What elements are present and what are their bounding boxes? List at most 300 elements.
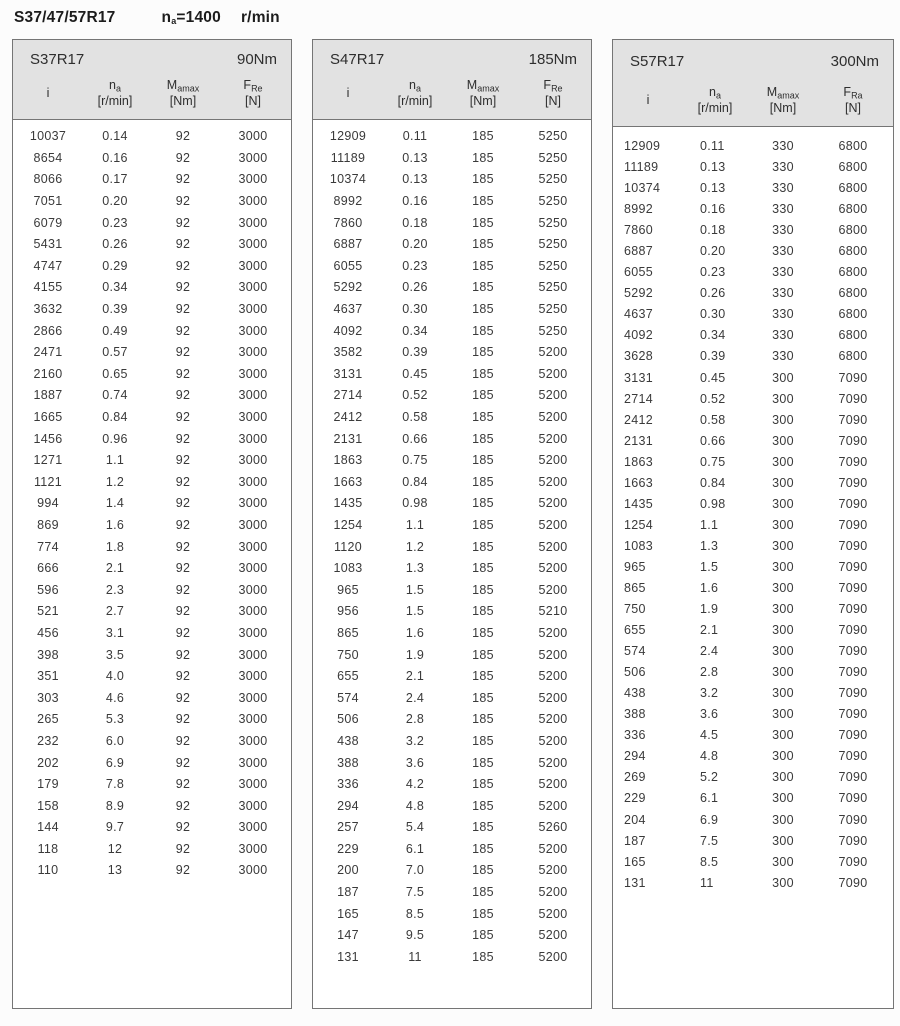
table-row	[13, 385, 291, 407]
cell: 1663	[624, 475, 654, 490]
table-row	[13, 147, 291, 169]
cell: 7090	[838, 538, 868, 553]
cell: 506	[624, 665, 646, 680]
table-row	[313, 601, 591, 623]
cell: 2131	[333, 431, 363, 446]
cell: 5210	[538, 604, 568, 619]
cell: 300	[772, 833, 794, 848]
table-row	[13, 320, 291, 342]
table-header	[313, 40, 591, 120]
cell: 0.84	[402, 474, 428, 489]
table-row	[313, 190, 591, 212]
cell: 165	[337, 906, 359, 921]
cell: 0.84	[102, 410, 128, 425]
cell: 3000	[238, 669, 268, 684]
cell: 7090	[838, 412, 868, 427]
cell: 3000	[238, 172, 268, 187]
cell: 185	[472, 517, 494, 532]
table-s37r17	[12, 39, 292, 1009]
table-row	[313, 838, 591, 860]
cell: 92	[175, 474, 191, 489]
cell: 1.5	[405, 604, 425, 619]
cell: 655	[624, 623, 646, 638]
table-row	[613, 620, 893, 641]
cell: 8.9	[105, 798, 125, 813]
cell: 7090	[838, 644, 868, 659]
cell: 1863	[333, 453, 363, 468]
table-row	[313, 536, 591, 558]
table-row	[313, 795, 591, 817]
cell: 5250	[538, 302, 568, 317]
cell: 232	[37, 733, 59, 748]
cell: 185	[472, 237, 494, 252]
cell: 0.20	[402, 237, 428, 252]
cell: 3000	[238, 280, 268, 295]
cell: 12	[107, 841, 123, 856]
table-model: S57R17	[630, 53, 685, 70]
cell: 7090	[838, 812, 868, 827]
cell: 6.1	[405, 841, 425, 856]
cell: 438	[337, 733, 359, 748]
cell: 994	[37, 496, 59, 511]
cell: 187	[337, 885, 359, 900]
table-row	[313, 233, 591, 255]
cell: 8.5	[700, 854, 719, 869]
cell: 869	[37, 517, 59, 532]
cell: 185	[472, 302, 494, 317]
cell: 7090	[838, 728, 868, 743]
column-header-f: $F_{Re}$ [N]	[543, 78, 563, 109]
cell: 6.9	[105, 755, 125, 770]
table-row	[13, 557, 291, 579]
table-row	[313, 622, 591, 644]
cell: 0.39	[700, 349, 726, 364]
cell: 5250	[538, 150, 568, 165]
cell: 185	[472, 410, 494, 425]
cell: 185	[472, 561, 494, 576]
cell: 1254	[624, 517, 654, 532]
cell: 300	[772, 496, 794, 511]
cell: 187	[624, 833, 646, 848]
cell: 0.16	[102, 150, 128, 165]
table-row	[13, 406, 291, 428]
cell: 0.26	[402, 280, 428, 295]
cell: 5200	[538, 798, 568, 813]
cell: 336	[337, 777, 359, 792]
cell: 2866	[33, 323, 63, 338]
cell: 750	[624, 602, 646, 617]
cell: 0.75	[700, 454, 726, 469]
table-row	[313, 709, 591, 731]
cell: 2471	[33, 345, 63, 360]
table-row	[13, 817, 291, 839]
table-row	[313, 881, 591, 903]
table-s57r17	[612, 39, 894, 1009]
cell: 3.1	[105, 625, 125, 640]
table-header-top	[313, 40, 591, 68]
cell: 351	[37, 669, 59, 684]
table-torque: 185Nm	[528, 51, 577, 68]
cell: 0.45	[402, 366, 428, 381]
cell: 300	[772, 602, 794, 617]
cell: 3000	[238, 863, 268, 878]
cell: 92	[175, 172, 191, 187]
table-row	[313, 212, 591, 234]
cell: 3000	[238, 323, 268, 338]
cell: 0.58	[402, 410, 428, 425]
column-header-i: i	[646, 93, 650, 108]
cell: 92	[175, 561, 191, 576]
cell: 4.0	[105, 669, 125, 684]
cell: 185	[472, 906, 494, 921]
table-row	[613, 472, 893, 493]
cell: 5200	[538, 625, 568, 640]
table-row	[13, 277, 291, 299]
cell: 92	[175, 215, 191, 230]
cell: 5200	[538, 690, 568, 705]
cell: 1.2	[405, 539, 425, 554]
cell: 330	[772, 139, 794, 154]
cell: 147	[337, 928, 359, 943]
cell: 865	[337, 625, 359, 640]
table-header	[613, 40, 893, 127]
cell: 5250	[538, 172, 568, 187]
cell: 5200	[538, 366, 568, 381]
cell: 185	[472, 863, 494, 878]
table-row	[313, 471, 591, 493]
table-row	[13, 126, 291, 148]
cell: 3000	[238, 258, 268, 273]
cell: 110	[37, 863, 59, 878]
cell: 4.5	[700, 728, 719, 743]
cell: 4.8	[405, 798, 425, 813]
cell: 200	[337, 863, 359, 878]
table-row	[13, 363, 291, 385]
cell: 185	[472, 669, 494, 684]
cell: 5.4	[405, 820, 425, 835]
cell: 300	[772, 707, 794, 722]
cell: 3582	[333, 345, 363, 360]
cell: 4.6	[105, 690, 125, 705]
cell: 0.45	[700, 370, 726, 385]
cell: 185	[472, 733, 494, 748]
cell: 6887	[333, 237, 363, 252]
table-row	[313, 298, 591, 320]
cell: 185	[472, 820, 494, 835]
cell: 92	[175, 302, 191, 317]
table-row	[313, 924, 591, 946]
table-row	[613, 157, 893, 178]
cell: 438	[624, 686, 646, 701]
table-row	[13, 687, 291, 709]
cell: 300	[772, 475, 794, 490]
cell: 330	[772, 223, 794, 238]
cell: 303	[37, 690, 59, 705]
cell: 0.98	[700, 496, 726, 511]
cell: 330	[772, 328, 794, 343]
table-row	[13, 169, 291, 191]
cell: 3000	[238, 647, 268, 662]
cell: 5200	[538, 453, 568, 468]
cell: 2.1	[405, 669, 425, 684]
table-row	[13, 709, 291, 731]
cell: 388	[337, 755, 359, 770]
column-headers	[313, 68, 591, 110]
table-row	[313, 406, 591, 428]
cell: 10037	[29, 129, 67, 144]
cell: 7090	[838, 496, 868, 511]
cell: 6800	[838, 244, 868, 259]
table-row	[13, 752, 291, 774]
table-row	[313, 169, 591, 191]
cell: 5.2	[700, 770, 719, 785]
cell: 3000	[238, 453, 268, 468]
cell: 330	[772, 181, 794, 196]
page-title-unit: r/min	[240, 9, 280, 26]
cell: 6.1	[700, 791, 719, 806]
cell: 5250	[538, 258, 568, 273]
cell: 5200	[538, 928, 568, 943]
cell: 185	[472, 280, 494, 295]
cell: 5200	[538, 733, 568, 748]
cell: 10374	[329, 172, 367, 187]
table-row	[13, 255, 291, 277]
cell: 8.5	[405, 906, 425, 921]
cell: 0.39	[402, 345, 428, 360]
table-row	[313, 817, 591, 839]
cell: 4092	[624, 328, 654, 343]
cell: 3000	[238, 582, 268, 597]
table-row	[13, 601, 291, 623]
cell: 92	[175, 517, 191, 532]
cell: 2714	[333, 388, 363, 403]
cell: 8066	[33, 172, 63, 187]
cell: 3000	[238, 129, 268, 144]
cell: 92	[175, 258, 191, 273]
cell: 0.66	[700, 433, 726, 448]
cell: 5250	[538, 280, 568, 295]
table-row	[13, 341, 291, 363]
cell: 5250	[538, 194, 568, 209]
cell: 269	[624, 770, 646, 785]
cell: 1083	[333, 561, 363, 576]
cell: 4637	[624, 307, 654, 322]
table-row	[313, 449, 591, 471]
cell: 300	[772, 875, 794, 890]
table-row	[13, 212, 291, 234]
column-header-i: i	[46, 86, 50, 101]
cell: 185	[472, 798, 494, 813]
table-row	[313, 341, 591, 363]
table-row	[613, 662, 893, 683]
cell: 6800	[838, 328, 868, 343]
table-row	[313, 514, 591, 536]
table-body	[313, 120, 591, 968]
cell: 300	[772, 728, 794, 743]
cell: 7090	[838, 791, 868, 806]
cell: 0.17	[102, 172, 128, 187]
table-row	[13, 730, 291, 752]
table-row	[313, 579, 591, 601]
cell: 6055	[624, 265, 654, 280]
cell: 300	[772, 559, 794, 574]
cell: 5200	[538, 949, 568, 964]
cell: 0.16	[402, 194, 428, 209]
cell: 3000	[238, 345, 268, 360]
cell: 144	[37, 820, 59, 835]
cell: 1.9	[405, 647, 425, 662]
cell: 7090	[838, 391, 868, 406]
cell: 1435	[624, 496, 654, 511]
cell: 229	[624, 791, 646, 806]
cell: 3000	[238, 496, 268, 511]
cell: 11	[700, 875, 714, 890]
table-row	[613, 199, 893, 220]
cell: 3000	[238, 431, 268, 446]
cell: 330	[772, 349, 794, 364]
cell: 0.74	[102, 388, 128, 403]
table-row	[613, 136, 893, 157]
cell: 1.1	[105, 453, 125, 468]
cell: 202	[37, 755, 59, 770]
cell: 3131	[333, 366, 363, 381]
cell: 7051	[33, 194, 63, 209]
cell: 7860	[333, 215, 363, 230]
cell: 185	[472, 539, 494, 554]
cell: 506	[337, 712, 359, 727]
cell: 0.75	[402, 453, 428, 468]
cell: 7090	[838, 602, 868, 617]
table-row	[13, 493, 291, 515]
cell: 229	[337, 841, 359, 856]
cell: 750	[337, 647, 359, 662]
cell: 7.5	[405, 885, 425, 900]
cell: 5200	[538, 841, 568, 856]
table-row	[613, 851, 893, 872]
cell: 185	[472, 949, 494, 964]
table-row	[313, 946, 591, 968]
cell: 294	[624, 749, 646, 764]
table-header	[13, 40, 291, 120]
cell: 7090	[838, 433, 868, 448]
cell: 0.49	[102, 323, 128, 338]
cell: 92	[175, 625, 191, 640]
cell: 3000	[238, 777, 268, 792]
table-torque: 300Nm	[830, 53, 879, 70]
table-row	[13, 298, 291, 320]
cell: 0.26	[700, 286, 726, 301]
cell: 300	[772, 370, 794, 385]
column-header-na: $n_a$ [r/min]	[397, 78, 433, 109]
cell: 5200	[538, 539, 568, 554]
table-header-top	[13, 40, 291, 68]
tables-container	[12, 39, 900, 1009]
cell: 1.3	[700, 538, 719, 553]
table-row	[313, 752, 591, 774]
cell: 185	[472, 366, 494, 381]
cell: 3131	[624, 370, 654, 385]
table-row	[13, 795, 291, 817]
cell: 7090	[838, 686, 868, 701]
cell: 865	[624, 581, 646, 595]
table-row	[613, 283, 893, 304]
cell: 5200	[538, 777, 568, 792]
cell: 0.16	[700, 202, 726, 217]
column-header-mamax: $M_{amax}$ [Nm]	[766, 85, 800, 116]
cell: 3000	[238, 712, 268, 727]
cell: 185	[472, 323, 494, 338]
cell: 655	[337, 669, 359, 684]
cell: 336	[624, 728, 646, 743]
cell: 3628	[624, 349, 654, 364]
cell: 204	[624, 812, 646, 827]
cell: 330	[772, 160, 794, 175]
cell: 0.39	[102, 302, 128, 317]
cell: 5200	[538, 906, 568, 921]
cell: 1.1	[405, 517, 425, 532]
cell: 5250	[538, 323, 568, 338]
column-header-mamax: $M_{amax}$ [Nm]	[166, 78, 200, 109]
table-row	[13, 471, 291, 493]
cell: 185	[472, 345, 494, 360]
table-row	[313, 255, 591, 277]
table-row	[613, 641, 893, 662]
table-row	[13, 536, 291, 558]
cell: 0.20	[102, 194, 128, 209]
cell: 300	[772, 623, 794, 638]
table-row	[613, 535, 893, 556]
cell: 5200	[538, 496, 568, 511]
cell: 265	[37, 712, 59, 727]
table-row	[613, 262, 893, 283]
cell: 11	[408, 949, 422, 964]
table-row	[613, 451, 893, 472]
table-row	[613, 746, 893, 767]
table-row	[613, 599, 893, 620]
cell: 13	[107, 863, 123, 878]
cell: 7090	[838, 370, 868, 385]
cell: 185	[472, 453, 494, 468]
cell: 7090	[838, 875, 868, 890]
cell: 6800	[838, 181, 868, 196]
cell: 300	[772, 854, 794, 869]
cell: 3000	[238, 150, 268, 165]
cell: 0.65	[102, 366, 128, 381]
cell: 5292	[333, 280, 363, 295]
cell: 1663	[333, 474, 363, 489]
cell: 9.7	[105, 820, 125, 835]
table-row	[613, 577, 893, 598]
cell: 92	[175, 129, 191, 144]
table-row	[313, 320, 591, 342]
cell: 5260	[538, 820, 568, 835]
cell: 8992	[333, 194, 363, 209]
table-row	[13, 838, 291, 860]
cell: 11189	[624, 160, 659, 175]
cell: 330	[772, 244, 794, 259]
table-row	[13, 449, 291, 471]
cell: 131	[624, 875, 646, 890]
cell: 300	[772, 791, 794, 806]
cell: 5431	[33, 237, 63, 252]
cell: 1665	[33, 410, 63, 425]
cell: 5200	[538, 474, 568, 489]
cell: 92	[175, 366, 191, 381]
cell: 1271	[33, 453, 63, 468]
cell: 774	[37, 539, 59, 554]
cell: 0.96	[102, 431, 128, 446]
cell: 0.23	[700, 265, 726, 280]
